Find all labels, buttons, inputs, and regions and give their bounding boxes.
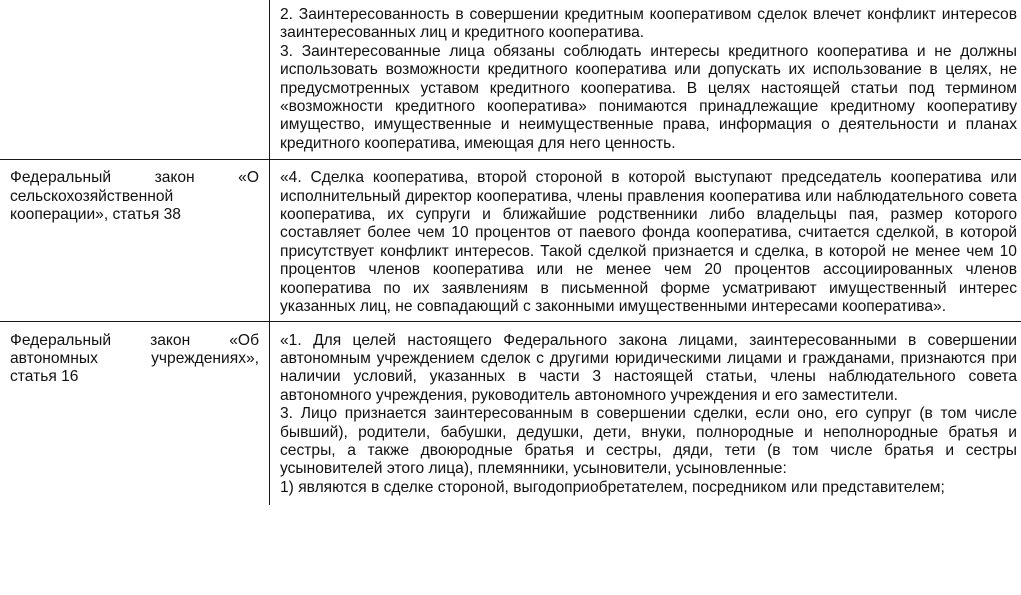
law-paragraph: 1) являются в сделке стороной, выгодоприобретателем, посредником или представителем; [280, 478, 945, 496]
law-source-cell [0, 0, 270, 160]
law-source-cell [0, 160, 270, 321]
law-source-text: Федеральный закон «Об автономных учреждениях», статья 16 [10, 331, 259, 386]
law-text-cell [270, 321, 1021, 505]
law-paragraph: 3. Лицо признается заинтересованным в совершении сделки, если оно, его супруг (в том числе бывший), родители, бабушки, дедушки, дети, внуки, полнородные и неполнородные братья и сестры, а также двоюродные братья и сестры, дяди, тети (в том числе братья и сестры усыновителей этого лица), племянники, усыновители, усыновленные: [280, 405, 1017, 478]
law-paragraph: 2. Заинтересованность в совершении кредитным кооперативом сделок влечет конфликт интересов заинтересованных лиц и кредитного кооператива. [280, 6, 1017, 42]
law-paragraph: «1. Для целей настоящего Федерального закона лицами, заинтересованными в совершении автономным учреждением сделок с другими юридическими лицами и гражданами, признаются при наличии условий, указанных в части 3 настоящей статьи, члены наблюдательного совета автономного учреждения, руководитель автономного учреждения и его заместители. [280, 331, 1017, 404]
table-row [0, 0, 1021, 160]
law-paragraph: 3. Заинтересованные лица обязаны соблюдать интересы кредитного кооператива и не должны использовать возможности кредитного кооператива или допускать их использование в целях, не предусмотренных уставом кредитного кооператива. В целях настоящей статьи под термином «возможности кредитного кооператива» понимаются принадлежащие кредитному кооперативу имущество, имущественные и неимущественные права, информация о деятельности и планах кредитного кооператива, имеющая для него ценность. [280, 42, 1017, 152]
law-text-cell [270, 160, 1021, 321]
law-text-cell [270, 0, 1021, 160]
table-row [0, 321, 1021, 505]
table-row [0, 160, 1021, 321]
law-source-cell [0, 321, 270, 505]
law-paragraph: «4. Сделка кооператива, второй стороной в которой выступают председатель кооператива или исполнительный директор кооператива, члены правления кооператива или наблюдательного совета кооператива, их супруги и ближайшие родственники либо владельцы пая, размер которого составляет более чем 10 процентов от паевого фонда кооператива, считается сделкой, в которой присутствует конфликт интересов. Такой сделкой признается и сделка, в которой не менее чем 10 процентов членов кооператива или не менее чем 20 процентов ассоциированных членов кооператива по их заявлениям в письменной форме усматривают имущественный интерес указанных лиц, не совпадающий с законными имущественными интересами кооператива». [280, 169, 1017, 316]
law-source-text: Федеральный закон «О сельскохозяйственной кооперации», статья 38 [10, 169, 259, 224]
